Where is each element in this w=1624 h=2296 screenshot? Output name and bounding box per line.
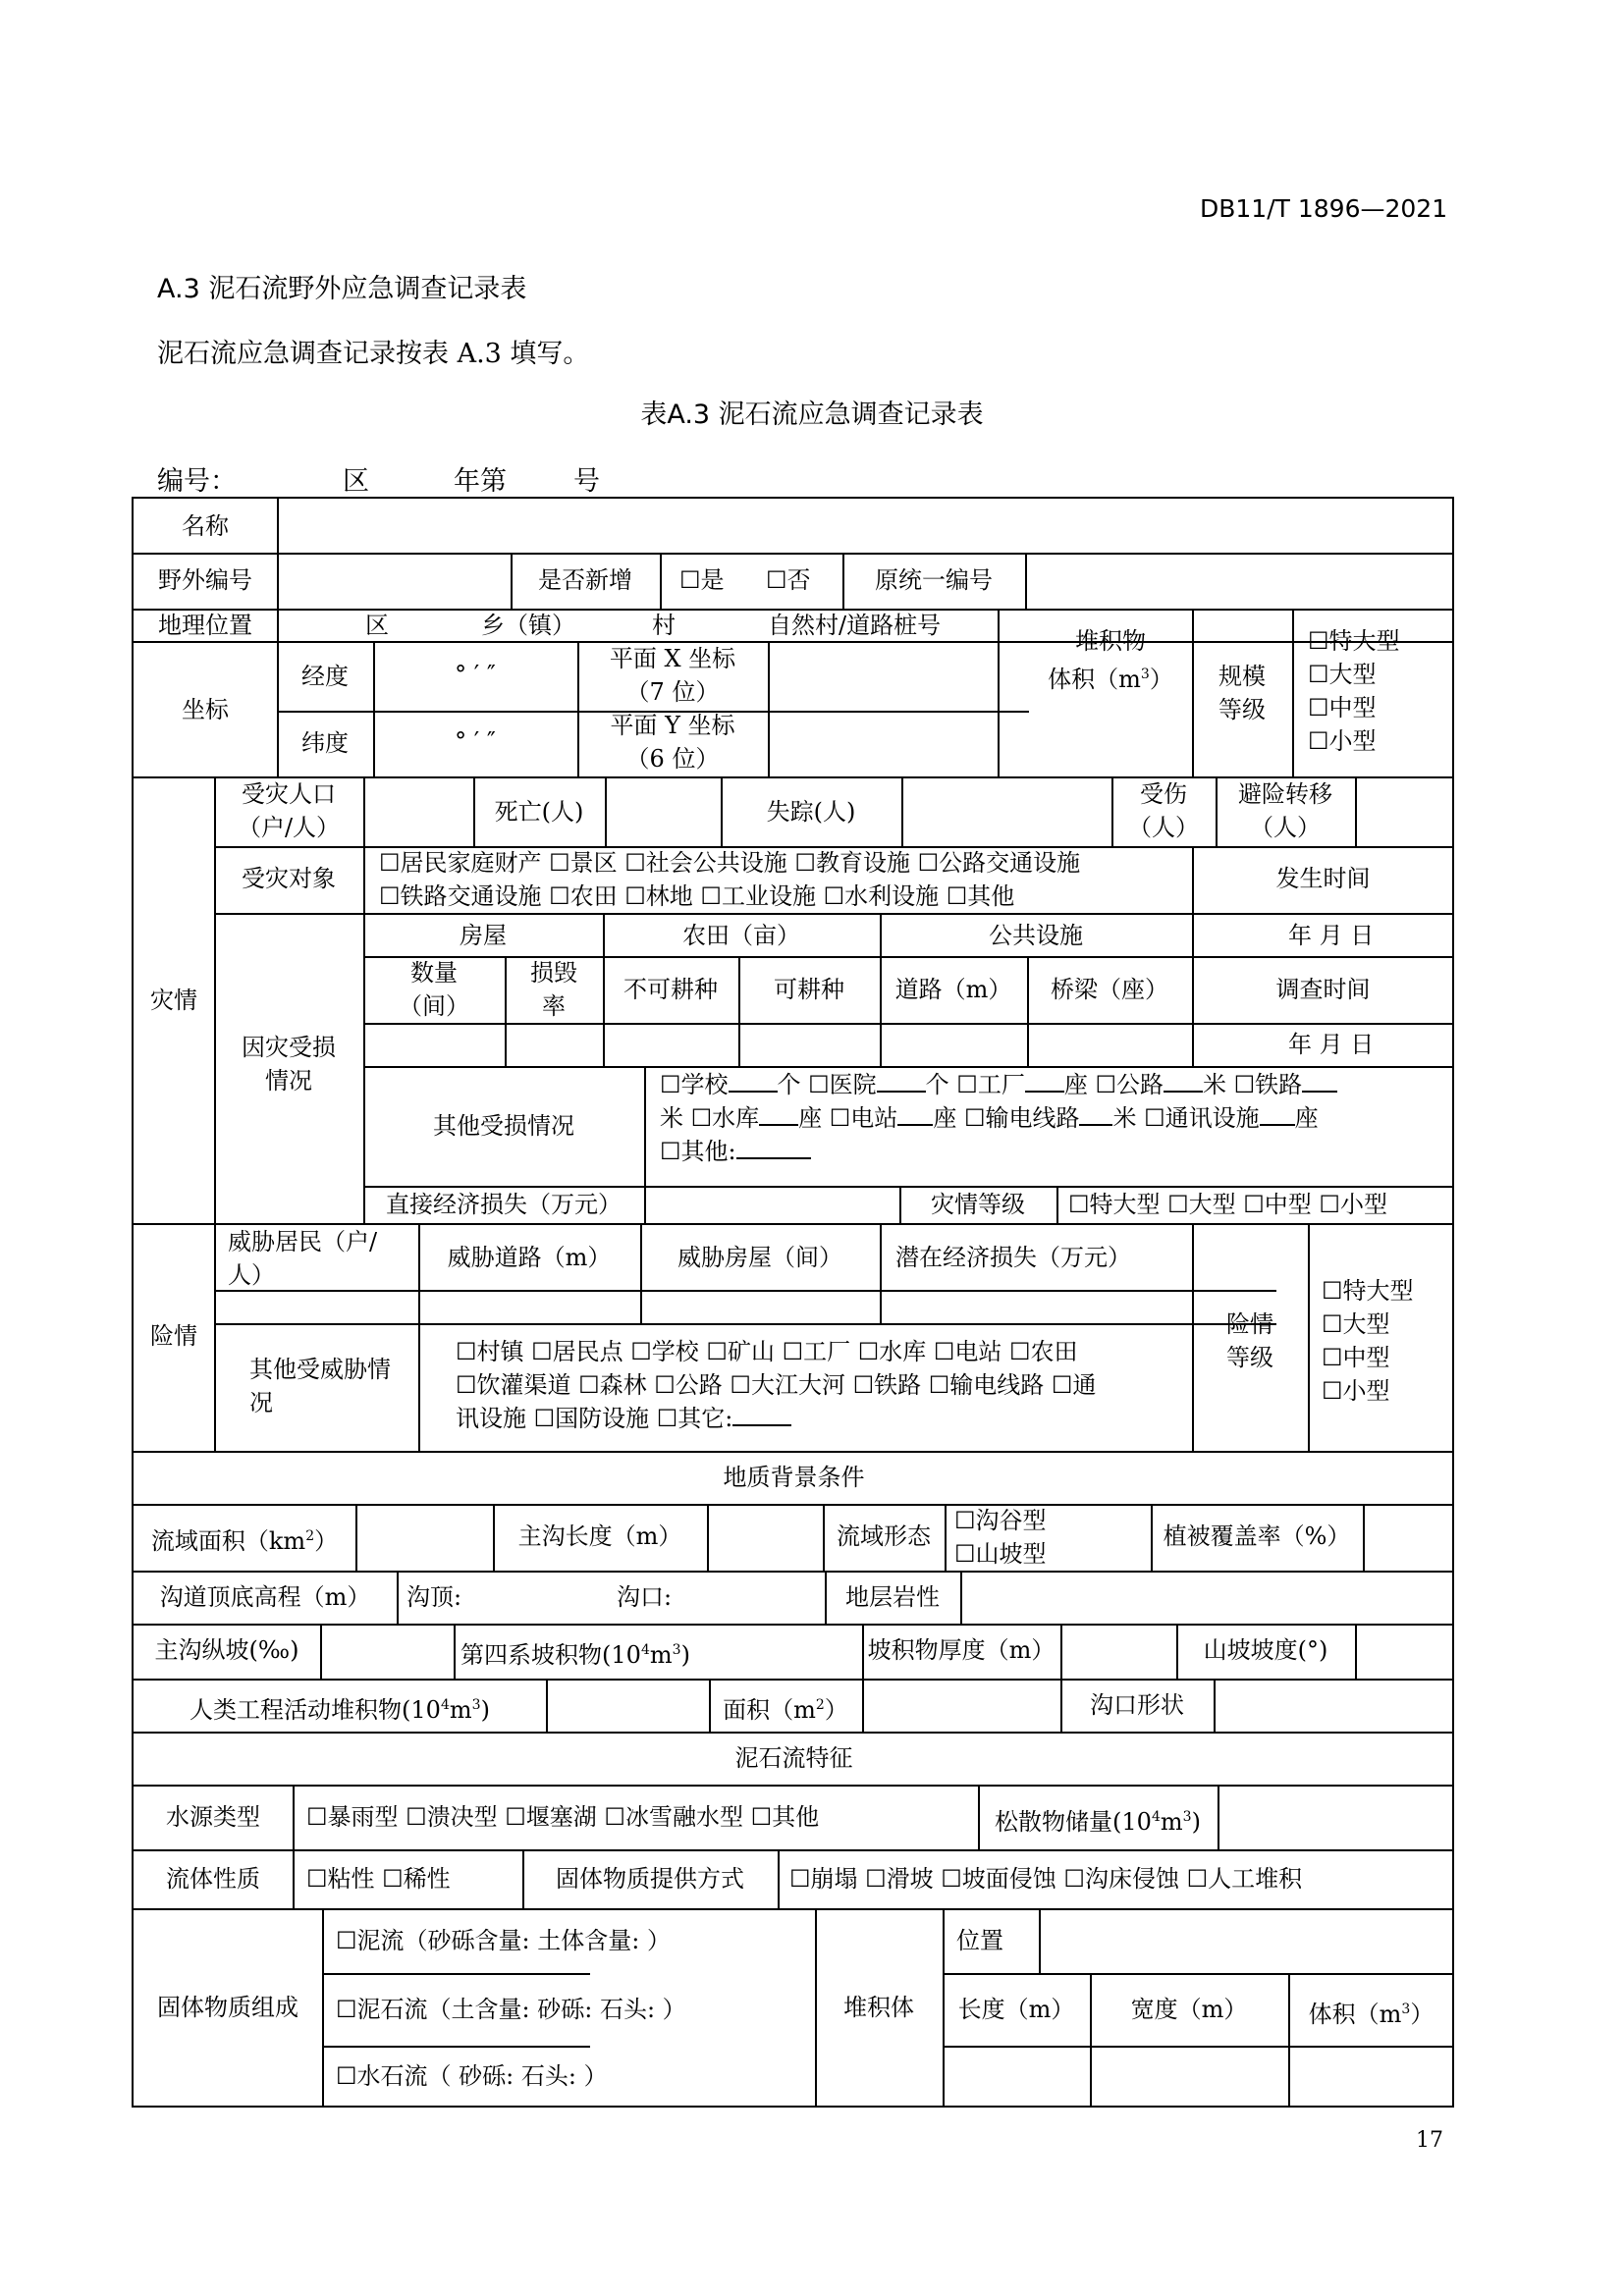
label-potential-loss: 潜在经济损失（万元） (895, 1244, 1131, 1271)
scale-line1: 规模 (1218, 663, 1266, 690)
label-farmland: 农田（亩） (682, 922, 800, 949)
survey-table (132, 497, 1454, 2108)
dmg-line2: 率 (542, 992, 566, 1020)
threat-residents-line2: 人） (228, 1261, 275, 1289)
label-supply-mode: 固体物质提供方式 (556, 1865, 744, 1893)
label-elevation: 沟道顶底高程（m） (159, 1583, 371, 1611)
label-mouth-shape: 沟口形状 (1090, 1691, 1184, 1719)
hazard-opt-l[interactable]: ☐大型 (1322, 1310, 1390, 1338)
label-hill-slope: 山坡坡度(°) (1203, 1636, 1328, 1664)
label-human-deposit: 人类工程活动堆积物$(10^4m^3)$ (189, 1696, 490, 1724)
qty-line2: （间） (399, 992, 469, 1020)
label-area: 面积$(m^2)$ (723, 1696, 848, 1724)
hazard-grade-line1: 险情 (1226, 1310, 1273, 1338)
label-occur-time: 发生时间 (1275, 865, 1371, 892)
label-disaster-grade: 灾情等级 (931, 1191, 1025, 1218)
objects-options-2[interactable]: ☐铁路交通设施 ☐农田 ☐林地 ☐工业设施 ☐水利设施 ☐其他 (379, 882, 1015, 910)
label-bridge: 桥梁（座） (1051, 976, 1168, 1003)
label-disaster: 灾情 (150, 987, 197, 1014)
serial-year: 年第 (454, 466, 507, 497)
other-threat-line2: 况 (249, 1389, 273, 1416)
label-missing: 失踪(人) (766, 798, 856, 826)
label-dead: 死亡(人) (494, 798, 584, 826)
label-cultivable: 可耕种 (774, 976, 844, 1003)
features-header: 泥石流特征 (734, 1744, 853, 1772)
label-road: 道路（m） (894, 976, 1012, 1003)
label-lithology: 地层岩性 (845, 1583, 940, 1611)
label-ditch-mouth: 沟口: (617, 1583, 673, 1611)
injured-line1: 受伤 (1140, 780, 1187, 808)
label-volume: 体积$(m^3)$ (1308, 2001, 1435, 2028)
checkbox-yes[interactable]: ☐是 (679, 566, 725, 594)
geology-header: 地质背景条件 (723, 1464, 865, 1491)
label-width: 宽度（m） (1130, 1996, 1248, 2023)
deposit-line2: 体积$(m^3)$ (1048, 666, 1173, 693)
option-water-rock[interactable]: ☐水石流（ 砂砾: 石头: ） (336, 2062, 608, 2090)
label-longitude: 经度 (301, 663, 349, 690)
loc-district: 区 (365, 612, 389, 639)
hazard-opt-s[interactable]: ☐小型 (1322, 1377, 1390, 1405)
serial-line (157, 459, 600, 498)
label-is-new: 是否新增 (538, 566, 632, 594)
plane-y-line2: （6 位） (625, 745, 720, 773)
serial-number: 号 (573, 466, 600, 497)
label-basin-shape: 流域形态 (837, 1522, 931, 1550)
water-source-options[interactable]: ☐暴雨型 ☐溃决型 ☐堰塞湖 ☐冰雪融水型 ☐其他 (306, 1803, 820, 1831)
label-water-source: 水源类型 (166, 1803, 260, 1831)
label-geo-location: 地理位置 (158, 612, 252, 639)
document-code: DB11/T 1896—2021 (1200, 194, 1448, 223)
scale-line2: 等级 (1218, 696, 1266, 723)
loc-village: 村 (652, 612, 676, 639)
objects-options-1[interactable]: ☐居民家庭财产 ☐景区 ☐社会公共设施 ☐教育设施 ☐公路交通设施 (379, 849, 1081, 877)
damage-line2: 情况 (265, 1067, 312, 1095)
label-ditch-top: 沟顶: (406, 1583, 462, 1611)
label-public: 公共设施 (989, 922, 1083, 949)
qty-line1: 数量 (410, 959, 458, 987)
label-slope-thickness: 坡积物厚度（m） (867, 1636, 1056, 1664)
scale-opt-s[interactable]: ☐小型 (1308, 727, 1377, 755)
label-latitude: 纬度 (301, 729, 349, 757)
plane-x-line1: 平面 X 坐标 (609, 645, 736, 672)
label-gradient: 主沟纵坡(‰) (154, 1636, 299, 1664)
label-hazard: 险情 (150, 1322, 197, 1350)
label-uncultivable: 不可耕种 (623, 976, 718, 1003)
label-threat-house: 威胁房屋（间） (677, 1244, 842, 1271)
label-coords: 坐标 (182, 696, 229, 723)
longitude-dms: ° ′ ″ (455, 661, 496, 688)
label-survey-time: 调查时间 (1275, 976, 1371, 1003)
label-threat-road: 威胁道路（m） (447, 1244, 612, 1271)
plane-x-line2: （7 位） (625, 678, 720, 706)
label-main-length: 主沟长度（m） (517, 1522, 682, 1550)
label-econ-loss: 直接经济损失（万元） (386, 1191, 622, 1218)
label-field-no: 野外编号 (158, 566, 252, 594)
other-threat-options-2[interactable]: ☐饮灌渠道 ☐森林 ☐公路 ☐大江大河 ☐铁路 ☐输电线路 ☐通 (456, 1371, 1097, 1399)
other-damage-line1[interactable]: ☐学校 个 ☐医院 个 ☐工厂 座 ☐公路 米 ☐铁路 (660, 1068, 1337, 1101)
loc-town: 乡（镇） (481, 612, 575, 639)
scale-opt-l[interactable]: ☐大型 (1308, 661, 1377, 688)
other-threat-line1: 其他受威胁情 (249, 1356, 391, 1383)
loc-natural-village: 自然村/道路桩号 (768, 612, 942, 639)
checkbox-slope[interactable]: ☐山坡型 (954, 1540, 1047, 1568)
label-orig-no: 原统一编号 (875, 566, 993, 594)
other-damage-line2[interactable]: 米 ☐水库 座 ☐电站 座 ☐输电线路 米 ☐通讯设施 座 (660, 1104, 1319, 1132)
deposit-line1: 堆积物 (1075, 627, 1146, 655)
label-fluid-nature: 流体性质 (166, 1865, 260, 1893)
scale-opt-m[interactable]: ☐中型 (1308, 694, 1377, 721)
label-basin-area: 流域面积$(km^2)$ (150, 1527, 339, 1555)
fluid-options[interactable]: ☐粘性 ☐稀性 (306, 1865, 451, 1893)
other-threat-options-3[interactable]: 讯设施 ☐国防设施 ☐其它: (456, 1402, 791, 1435)
label-house: 房屋 (460, 922, 507, 949)
occur-date: 年 月 日 (1288, 922, 1375, 949)
page-number: 17 (1416, 2128, 1443, 2153)
label-position: 位置 (956, 1927, 1003, 1954)
evac-line1: 避险转移 (1238, 780, 1332, 808)
label-loose-storage: 松散物储量$(10^4m^3)$ (995, 1808, 1201, 1836)
section-title: A.3 泥石流野外应急调查记录表 (157, 274, 527, 304)
affected-line1: 受灾人口 (242, 780, 336, 808)
dmg-line1: 损毁 (530, 959, 577, 987)
scale-opt-xl[interactable]: ☐特大型 (1308, 627, 1400, 655)
label-vegetation: 植被覆盖率（%） (1163, 1522, 1351, 1550)
affected-line2: （户/人） (237, 814, 341, 841)
label-deposit-body: 堆积体 (843, 1994, 914, 2021)
intro-text: 泥石流应急调查记录按表 A.3 填写。 (157, 339, 590, 369)
label-objects: 受灾对象 (242, 865, 336, 892)
serial-district: 区 (343, 466, 369, 497)
hazard-opt-m[interactable]: ☐中型 (1322, 1344, 1390, 1371)
disaster-grade-options[interactable]: ☐特大型 ☐大型 ☐中型 ☐小型 (1068, 1191, 1387, 1218)
checkbox-no[interactable]: ☐否 (766, 566, 811, 594)
option-mudflow[interactable]: ☐泥石流（土含量: 砂砾: 石头: ） (336, 1996, 686, 2023)
hazard-opt-xl[interactable]: ☐特大型 (1322, 1277, 1414, 1305)
checkbox-valley[interactable]: ☐沟谷型 (954, 1507, 1047, 1534)
damage-line1: 因灾受损 (242, 1034, 336, 1061)
label-length: 长度（m） (957, 1996, 1075, 2023)
hazard-grade-line2: 等级 (1226, 1344, 1273, 1371)
label-name: 名称 (182, 512, 229, 540)
table-title: 表A.3 泥石流应急调查记录表 (640, 400, 984, 430)
evac-line2: （人） (1250, 814, 1321, 841)
serial-label: 编号： (157, 466, 237, 497)
plane-y-line1: 平面 Y 坐标 (610, 712, 735, 739)
label-solid-composition: 固体物质组成 (157, 1994, 298, 2021)
other-damage-line3[interactable]: ☐其他: (660, 1135, 811, 1168)
option-mud[interactable]: ☐泥流（砂砾含量: 土体含量: ） (336, 1927, 671, 1954)
survey-date: 年 月 日 (1288, 1031, 1375, 1058)
other-threat-options-1[interactable]: ☐村镇 ☐居民点 ☐学校 ☐矿山 ☐工厂 ☐水库 ☐电站 ☐农田 (456, 1338, 1078, 1365)
threat-residents-line1: 威胁居民（户/ (228, 1228, 378, 1255)
label-other-damage: 其他受损情况 (433, 1112, 574, 1140)
latitude-dms: ° ′ ″ (455, 727, 496, 755)
label-quaternary: 第四系坡积物$(10^4m^3)$ (460, 1641, 690, 1669)
supply-options[interactable]: ☐崩塌 ☐滑坡 ☐坡面侵蚀 ☐沟床侵蚀 ☐人工堆积 (789, 1865, 1303, 1893)
injured-line2: （人） (1128, 814, 1199, 841)
